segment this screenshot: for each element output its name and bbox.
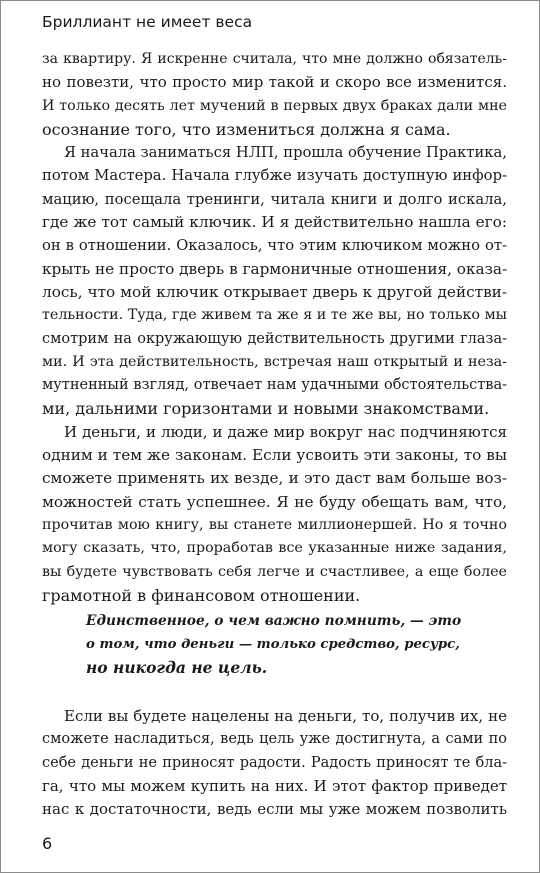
quote-line: о том, что деньги — только средство, ресурс, [86,637,460,652]
quote-line: Единственное, о чем важно помнить, — это [86,613,462,629]
paragraph-3 [42,421,507,607]
text-line: лось, что мой ключик открывает дверь к другой действи- [42,282,507,301]
emphasis-quote [86,610,466,679]
text-line: могу сказать, что, проработав все указанные ниже задания, [42,540,507,557]
text-line: он в отношении. Оказалось, что этим ключиком можно от- [42,237,507,255]
text-line: смотрим на окружающую действительность другими глаза- [42,330,507,347]
quote-line: но никогда не цель. [86,658,268,677]
running-title: Бриллиант не имеет веса [42,13,253,31]
text-line: крыть не просто дверь в гармоничные отношения, оказа- [42,259,508,278]
text-line: ми. И эта действительность, встречая наш открытый и неза- [42,353,507,370]
text-line: И деньги, и люди, и даже мир вокруг нас подчиняются [64,422,507,441]
text-line: сможете насладиться, ведь цель уже достигнута, а сами по [42,731,507,748]
text-line: за квартиру. Я искренне считала, что мне должно обязатель- [42,51,507,67]
text-line: можностей стать успешнее. Я не буду обещать вам, что, [42,492,507,511]
text-line: мацию, посещала тренинги, читала книги и долго искала, [42,190,507,208]
paragraph-1 [42,48,507,141]
text-line: Если вы будете нацелены на деньги, то, получив их, не [64,707,507,725]
text-line: одним и тем же законам. Если усвоить эти законы, то вы [42,446,507,465]
text-line: И только десять лет мучений в первых двух браках дали мне [42,97,507,114]
text-line: но повезти, что просто мир такой и скоро все изменится. [42,73,507,92]
text-line: ми, дальними горизонтами и новыми знакомствами. [42,399,490,419]
text-line: потом Мастера. Начала глубже изучать доступную инфор- [42,167,507,185]
page-number: 6 [42,834,53,853]
closing-paragraph [42,705,507,821]
text-line: грамотной в финансовом отношении. [42,585,361,605]
text-line: га, что мы можем купить на них. И этот фактор приведет [42,776,507,795]
text-line: прочитав мою книгу, вы станете миллионершей. Но я точно [42,516,507,533]
text-line: нас к достаточности, ведь если мы уже можем позволить [42,800,507,819]
text-line: Я начала заниматься НЛП, прошла обучение Практика, [64,144,507,162]
text-line: мутненный взгляд, отвечает нам удачными обстоятельства- [42,377,507,394]
text-line: тельности. Туда, где живем та же я и те же вы, но только мы [42,307,507,324]
text-line: осознание того, что измениться должна я сама. [42,119,451,139]
text-line: себе деньги не приносят радости. Радость приносят те бла- [42,754,507,771]
paragraph-2 [42,141,507,421]
text-line: вы будете чувствовать себя легче и счастливее, а еще более [42,563,507,580]
text-line: сможете применять их везде, и это даст вам больше воз- [42,469,507,488]
main-text [42,48,507,607]
text-line: где же тот самый ключик. И я действительно нашла его: [42,213,507,232]
